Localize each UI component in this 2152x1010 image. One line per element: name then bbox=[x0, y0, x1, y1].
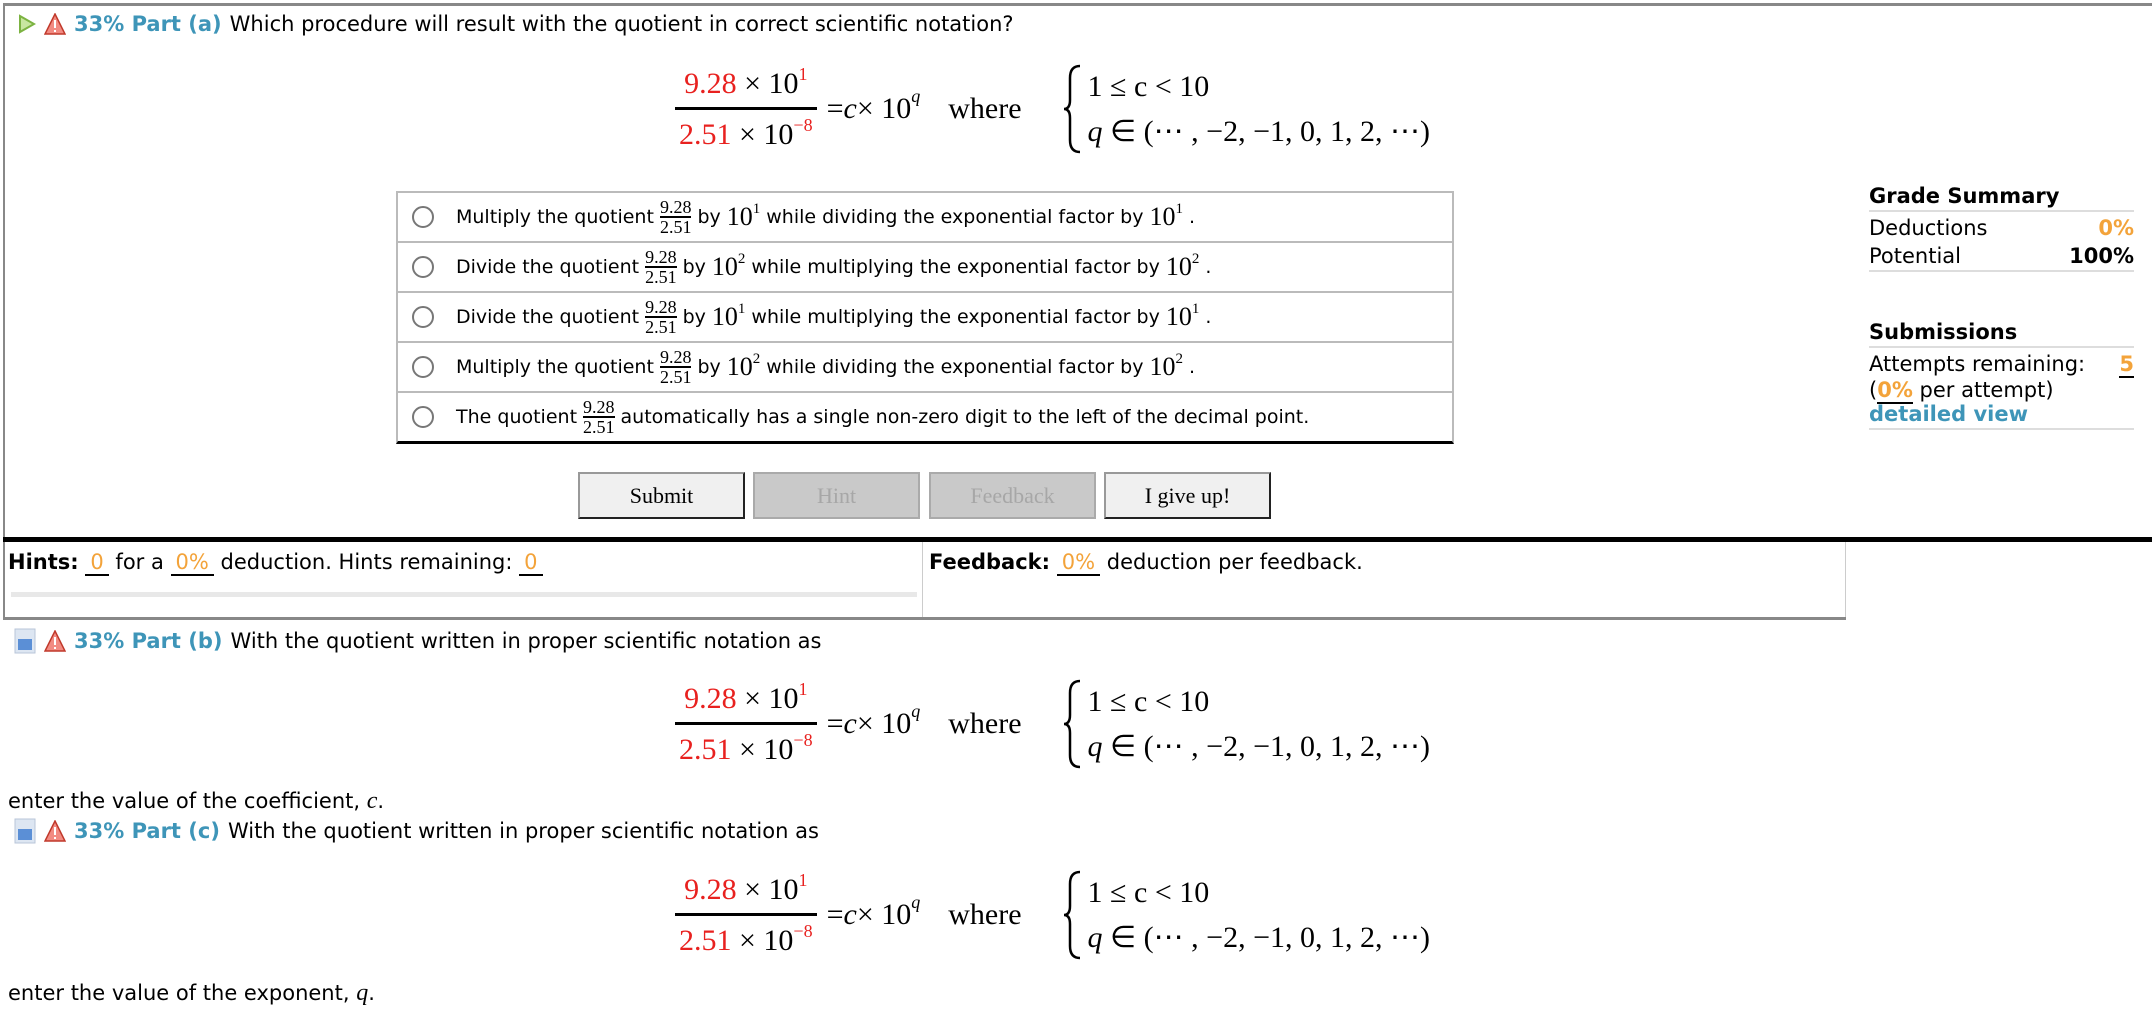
part-a-header bbox=[18, 12, 1014, 36]
power: $10^2$ bbox=[1149, 351, 1183, 381]
option-text: Divide the quotient bbox=[456, 306, 640, 328]
part-b-label: 33% Part (b) bbox=[74, 629, 223, 653]
part-c-question: With the quotient written in proper scientific notation as bbox=[227, 819, 819, 843]
power: $10^1$ bbox=[726, 201, 761, 231]
condition-c: 1 ≤ c < 10 bbox=[1087, 875, 1210, 909]
feedback-text: deduction per feedback. bbox=[1106, 550, 1363, 574]
hints-row bbox=[8, 550, 543, 576]
warning-icon bbox=[44, 630, 66, 652]
option-text: by bbox=[697, 356, 721, 378]
where-label: where bbox=[948, 92, 1022, 125]
instruction-text: enter the value of the coefficient, bbox=[8, 789, 367, 813]
var-c: c bbox=[843, 92, 857, 125]
denominator-exponent: −8 bbox=[793, 729, 813, 750]
option-text: automatically has a single non-zero digit to the left of the decimal point. bbox=[620, 406, 1310, 428]
quotient-fraction: 9.28 2.51 bbox=[659, 347, 692, 387]
var-c: c bbox=[843, 898, 857, 931]
instruction-text: enter the value of the exponent, bbox=[8, 981, 357, 1005]
option-text: by bbox=[697, 206, 721, 228]
denominator-exponent: −8 bbox=[793, 920, 813, 941]
radio-button[interactable] bbox=[412, 206, 434, 228]
radio-button[interactable] bbox=[412, 306, 434, 328]
radio-button[interactable] bbox=[412, 356, 434, 378]
submit-button[interactable]: Submit bbox=[578, 472, 745, 519]
feedback-button[interactable]: Feedback bbox=[929, 472, 1096, 519]
warning-icon bbox=[44, 820, 66, 842]
attempts-label: Attempts remaining: bbox=[1869, 352, 2086, 376]
deductions-label: Deductions bbox=[1869, 216, 1988, 240]
hints-count: 0 bbox=[85, 550, 108, 576]
option-row[interactable] bbox=[398, 293, 1452, 343]
power: $10^1$ bbox=[711, 301, 746, 331]
equation-a bbox=[675, 64, 1430, 154]
part-a-label: 33% Part (a) bbox=[74, 12, 222, 36]
denominator-coefficient: 2.51 bbox=[679, 117, 732, 151]
quotient-fraction: 9.28 2.51 bbox=[659, 197, 692, 237]
hint-button[interactable]: Hint bbox=[753, 472, 920, 519]
condition-q: ∈ (⋯ , −2, −1, 0, 1, 2, ⋯) bbox=[1102, 114, 1430, 148]
option-row[interactable] bbox=[398, 393, 1452, 441]
var-q: q bbox=[1087, 114, 1103, 148]
option-text: while dividing the exponential factor by bbox=[766, 356, 1144, 378]
power: $10^2$ bbox=[726, 351, 761, 381]
hints-label: Hints: bbox=[8, 550, 79, 574]
denominator-power: × 10 bbox=[731, 732, 794, 766]
period: . bbox=[1205, 256, 1212, 278]
play-icon[interactable] bbox=[18, 14, 36, 34]
radio-button[interactable] bbox=[412, 406, 434, 428]
brace-icon bbox=[1062, 870, 1082, 960]
power: $10^2$ bbox=[711, 251, 746, 281]
denominator-power: × 10 bbox=[731, 117, 794, 151]
condition-c: 1 ≤ c < 10 bbox=[1087, 69, 1210, 103]
part-b-instruction bbox=[8, 788, 384, 815]
denominator-power: × 10 bbox=[731, 923, 794, 957]
deductions-value: 0% bbox=[2098, 216, 2134, 240]
condition-q: ∈ (⋯ , −2, −1, 0, 1, 2, ⋯) bbox=[1102, 920, 1430, 954]
times-ten: × 10 bbox=[856, 92, 912, 125]
denominator-coefficient: 2.51 bbox=[679, 923, 732, 957]
var-q: q bbox=[911, 85, 921, 106]
times-ten: × 10 bbox=[856, 898, 912, 931]
box-divider bbox=[922, 542, 923, 619]
hints-deduction: 0% bbox=[171, 550, 214, 576]
option-row[interactable] bbox=[398, 193, 1452, 243]
part-c-instruction bbox=[8, 980, 375, 1007]
expand-icon[interactable] bbox=[14, 628, 36, 654]
period: . bbox=[368, 981, 375, 1005]
numerator-power: × 10 bbox=[736, 66, 799, 100]
frame-top bbox=[3, 3, 2152, 6]
numerator-exponent: 1 bbox=[798, 869, 808, 890]
part-c-label: 33% Part (c) bbox=[74, 819, 220, 843]
option-row[interactable] bbox=[398, 343, 1452, 393]
numerator-power: × 10 bbox=[736, 681, 799, 715]
potential-label: Potential bbox=[1869, 244, 1961, 268]
option-text: Multiply the quotient bbox=[456, 356, 654, 378]
equation-fraction bbox=[675, 63, 817, 152]
var-c: c bbox=[843, 707, 857, 740]
equals: = bbox=[826, 707, 844, 740]
equation-fraction bbox=[675, 869, 817, 958]
warning-icon bbox=[44, 13, 66, 35]
box-bottom bbox=[3, 617, 1846, 620]
hints-text: for a bbox=[115, 550, 164, 574]
option-text: by bbox=[682, 256, 706, 278]
options-table bbox=[396, 191, 1454, 444]
equation-c bbox=[675, 870, 1430, 960]
box-right bbox=[1845, 542, 1846, 619]
equals: = bbox=[826, 898, 844, 931]
submissions bbox=[1869, 320, 2134, 430]
hints-remaining: 0 bbox=[519, 550, 542, 576]
times-ten: × 10 bbox=[856, 707, 912, 740]
numerator-coefficient: 9.28 bbox=[684, 681, 737, 715]
var-q: q bbox=[356, 980, 369, 1006]
part-c-header bbox=[14, 818, 819, 844]
numerator-power: × 10 bbox=[736, 872, 799, 906]
var-q: q bbox=[1087, 920, 1103, 954]
attempts-value: 5 bbox=[2119, 352, 2134, 376]
where-label: where bbox=[948, 707, 1022, 740]
equals: = bbox=[826, 92, 844, 125]
hints-text: deduction. Hints remaining: bbox=[220, 550, 513, 574]
option-text: while dividing the exponential factor by bbox=[766, 206, 1144, 228]
option-text: while multiplying the exponential factor by bbox=[751, 256, 1160, 278]
numerator-exponent: 1 bbox=[798, 63, 808, 84]
quotient-fraction: 9.28 2.51 bbox=[583, 397, 615, 437]
feedback-row bbox=[929, 550, 1363, 576]
option-text: by bbox=[682, 306, 706, 328]
paren: ( bbox=[1869, 378, 1878, 402]
period: . bbox=[1188, 206, 1195, 228]
option-text: while multiplying the exponential factor by bbox=[751, 306, 1160, 328]
option-text: Divide the quotient bbox=[456, 256, 640, 278]
quotient-fraction: 9.28 2.51 bbox=[645, 247, 677, 287]
quotient-fraction: 9.28 2.51 bbox=[645, 297, 677, 337]
numerator-exponent: 1 bbox=[798, 678, 808, 699]
divider-thick bbox=[3, 537, 2152, 542]
power: $10^1$ bbox=[1165, 301, 1200, 331]
var-q: q bbox=[1087, 729, 1103, 763]
option-row[interactable] bbox=[398, 243, 1452, 293]
option-text: Multiply the quotient bbox=[456, 206, 654, 228]
detailed-view-link[interactable]: detailed view bbox=[1869, 402, 2028, 426]
brace-icon bbox=[1062, 64, 1082, 154]
denominator-coefficient: 2.51 bbox=[679, 732, 732, 766]
numerator-coefficient: 9.28 bbox=[684, 872, 737, 906]
equation-fraction bbox=[675, 678, 817, 767]
condition-c: 1 ≤ c < 10 bbox=[1087, 684, 1210, 718]
part-b-header bbox=[14, 628, 822, 654]
expand-icon[interactable] bbox=[14, 818, 36, 844]
where-label: where bbox=[948, 898, 1022, 931]
option-text: The quotient bbox=[456, 406, 578, 428]
equation-b bbox=[675, 679, 1430, 769]
var-c: c bbox=[366, 788, 378, 814]
frame-left bbox=[3, 3, 5, 619]
power: $10^1$ bbox=[1149, 201, 1183, 231]
part-b-question: With the quotient written in proper scientific notation as bbox=[230, 629, 822, 653]
give-up-button[interactable]: I give up! bbox=[1104, 472, 1271, 519]
per-attempt-label: per attempt) bbox=[1912, 378, 2054, 402]
denominator-exponent: −8 bbox=[793, 114, 813, 135]
power: $10^2$ bbox=[1165, 251, 1200, 281]
period: . bbox=[1188, 356, 1195, 378]
brace-icon bbox=[1062, 679, 1082, 769]
var-q: q bbox=[911, 891, 921, 912]
var-q: q bbox=[911, 700, 921, 721]
period: . bbox=[1205, 306, 1212, 328]
feedback-deduction: 0% bbox=[1057, 550, 1100, 576]
hints-bar bbox=[11, 592, 917, 597]
condition-q: ∈ (⋯ , −2, −1, 0, 1, 2, ⋯) bbox=[1102, 729, 1430, 763]
numerator-coefficient: 9.28 bbox=[684, 66, 737, 100]
grade-summary-title: Grade Summary bbox=[1869, 184, 2134, 212]
per-attempt-value: 0% bbox=[1877, 378, 1913, 402]
part-a-question: Which procedure will result with the quotient in correct scientific notation? bbox=[229, 12, 1014, 36]
potential-value: 100% bbox=[2069, 244, 2134, 268]
period: . bbox=[377, 789, 385, 813]
feedback-label: Feedback: bbox=[929, 550, 1051, 574]
grade-summary bbox=[1869, 184, 2134, 272]
submissions-title: Submissions bbox=[1869, 320, 2134, 348]
radio-button[interactable] bbox=[412, 256, 434, 278]
